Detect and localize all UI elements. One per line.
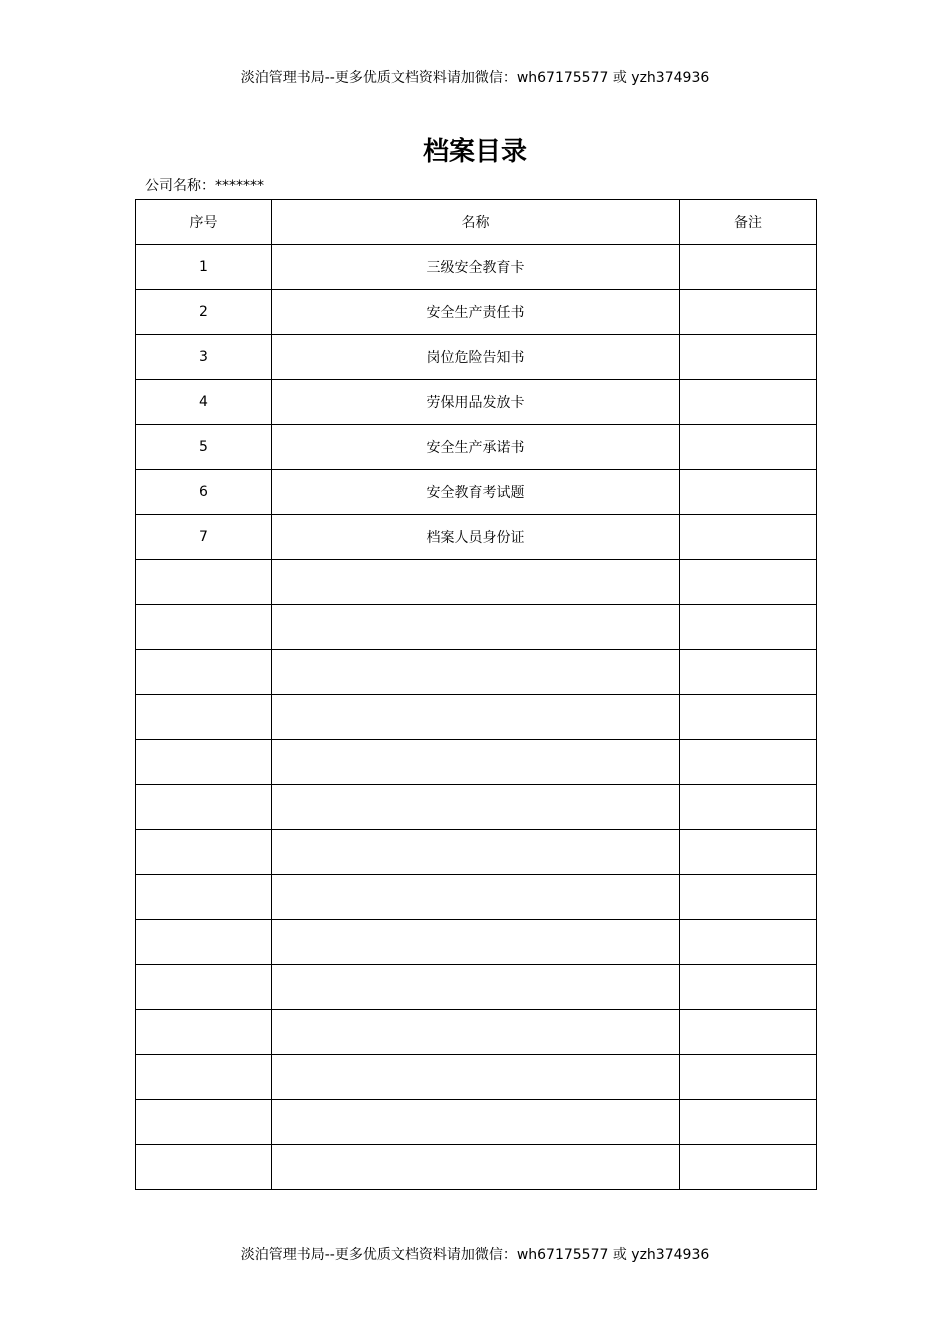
cell-name: 档案人员身份证 <box>272 515 680 560</box>
table-row <box>136 785 817 830</box>
column-header-number: 序号 <box>136 200 272 245</box>
table-row <box>136 740 817 785</box>
cell-number <box>136 1100 272 1145</box>
cell-number <box>136 740 272 785</box>
table-row <box>136 650 817 695</box>
cell-remark <box>680 470 817 515</box>
cell-number <box>136 695 272 740</box>
cell-number <box>136 920 272 965</box>
cell-number <box>136 1010 272 1055</box>
cell-remark <box>680 380 817 425</box>
cell-remark <box>680 1055 817 1100</box>
cell-name <box>272 695 680 740</box>
table-row <box>136 515 817 560</box>
cell-remark <box>680 650 817 695</box>
table-row <box>136 875 817 920</box>
cell-number <box>136 650 272 695</box>
table-body <box>136 245 817 1190</box>
table-row <box>136 1055 817 1100</box>
column-header-name: 名称 <box>272 200 680 245</box>
cell-name <box>272 605 680 650</box>
cell-name <box>272 1055 680 1100</box>
cell-name: 安全教育考试题 <box>272 470 680 515</box>
cell-remark <box>680 1145 817 1190</box>
cell-name <box>272 965 680 1010</box>
cell-remark <box>680 335 817 380</box>
cell-name <box>272 740 680 785</box>
company-name-line: 公司名称：******* <box>145 178 264 194</box>
footer-note: 淡泊管理书局--更多优质文档资料请加微信：wh67175577 或 yzh374936 <box>240 1247 710 1263</box>
table-row <box>136 965 817 1010</box>
cell-remark <box>680 920 817 965</box>
cell-number: 5 <box>136 425 272 470</box>
cell-number <box>136 1055 272 1100</box>
cell-remark <box>680 875 817 920</box>
cell-remark <box>680 830 817 875</box>
cell-remark <box>680 290 817 335</box>
table-row <box>136 1100 817 1145</box>
table-row <box>136 290 817 335</box>
cell-remark <box>680 740 817 785</box>
cell-number: 1 <box>136 245 272 290</box>
cell-remark <box>680 1100 817 1145</box>
table-header-row <box>136 200 817 245</box>
cell-number <box>136 965 272 1010</box>
table-row <box>136 830 817 875</box>
cell-number <box>136 605 272 650</box>
table-row <box>136 335 817 380</box>
cell-number <box>136 1145 272 1190</box>
cell-name: 安全生产承诺书 <box>272 425 680 470</box>
cell-remark <box>680 425 817 470</box>
cell-number <box>136 875 272 920</box>
cell-remark <box>680 515 817 560</box>
cell-name <box>272 1145 680 1190</box>
column-header-remark: 备注 <box>680 200 817 245</box>
cell-number: 2 <box>136 290 272 335</box>
cell-remark <box>680 1010 817 1055</box>
table-row <box>136 470 817 515</box>
cell-name <box>272 920 680 965</box>
cell-name: 劳保用品发放卡 <box>272 380 680 425</box>
cell-name <box>272 1010 680 1055</box>
page-title: 档案目录 <box>422 137 527 167</box>
header-note: 淡泊管理书局--更多优质文档资料请加微信：wh67175577 或 yzh374936 <box>240 70 710 86</box>
cell-remark <box>680 245 817 290</box>
cell-number <box>136 785 272 830</box>
table-row <box>136 245 817 290</box>
table-row <box>136 560 817 605</box>
cell-name <box>272 785 680 830</box>
cell-number <box>136 830 272 875</box>
cell-remark <box>680 560 817 605</box>
archive-catalog-table <box>135 199 817 1190</box>
cell-remark <box>680 695 817 740</box>
cell-name <box>272 875 680 920</box>
cell-remark <box>680 965 817 1010</box>
cell-name: 三级安全教育卡 <box>272 245 680 290</box>
cell-name <box>272 560 680 605</box>
cell-remark <box>680 785 817 830</box>
table-row <box>136 380 817 425</box>
table-row <box>136 425 817 470</box>
cell-name <box>272 830 680 875</box>
table-row <box>136 605 817 650</box>
cell-number: 7 <box>136 515 272 560</box>
table-row <box>136 920 817 965</box>
cell-name: 岗位危险告知书 <box>272 335 680 380</box>
table-row <box>136 1010 817 1055</box>
cell-number: 3 <box>136 335 272 380</box>
table-row <box>136 695 817 740</box>
table-row <box>136 1145 817 1190</box>
cell-name: 安全生产责任书 <box>272 290 680 335</box>
cell-number: 6 <box>136 470 272 515</box>
cell-number <box>136 560 272 605</box>
cell-name <box>272 1100 680 1145</box>
cell-remark <box>680 605 817 650</box>
cell-number: 4 <box>136 380 272 425</box>
cell-name <box>272 650 680 695</box>
